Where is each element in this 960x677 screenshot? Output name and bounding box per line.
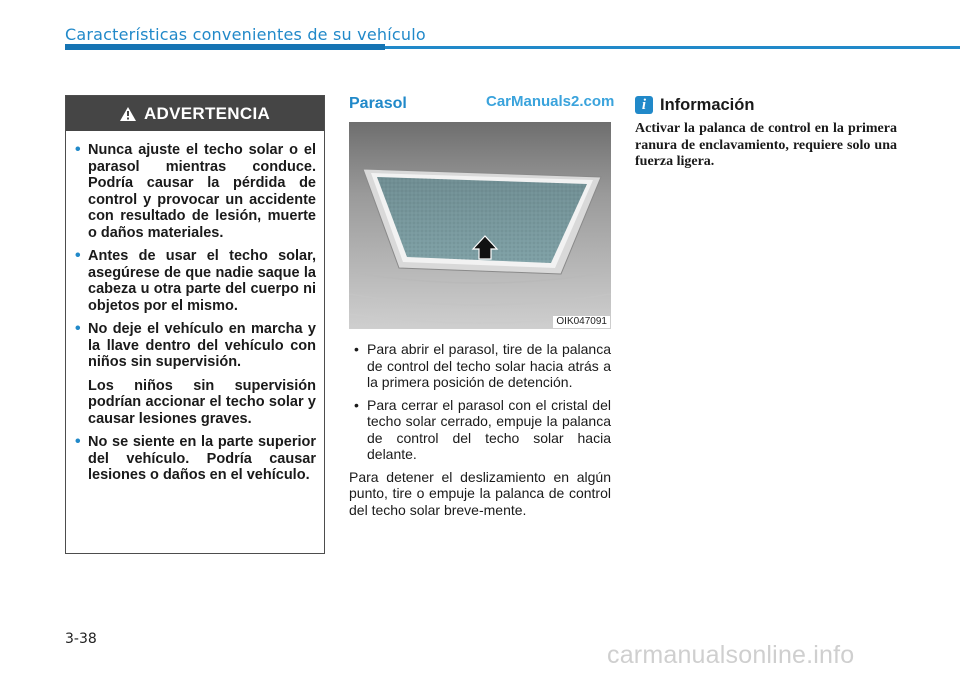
header-title: Características convenientes de su vehículo [65, 25, 426, 44]
warning-heading: ADVERTENCIA [143, 103, 271, 123]
info-icon: i [635, 96, 653, 114]
bullet-dot-icon: • [75, 320, 81, 337]
warning-item: • No deje el vehículo en marcha y la llave dentro del vehículo con niños sin supervisión. [75, 320, 316, 370]
figure-code: OIK047091 [553, 316, 610, 328]
sunshade-photo [349, 122, 611, 329]
bullet-dot-icon: • [75, 433, 81, 450]
section-body [349, 341, 611, 518]
warning-item: • Antes de usar el techo solar, asegúrese de que nadie saque la cabeza u otra parte del cuerpo ni objetos por el mismo. [75, 247, 316, 314]
warning-box [65, 95, 325, 554]
section-paragraph: Para detener el deslizamiento en algún punto, tire o empuje la palanca de control del techo solar breve-mente. [349, 468, 611, 518]
sunshade-illustration [349, 122, 611, 329]
bullet-dot-icon: • [75, 247, 81, 264]
info-text: Activar la palanca de control en la primera ranura de enclavamiento, requiere solo una fuerza ligera. [635, 121, 897, 169]
page-number: 3-38 [65, 631, 97, 647]
info-title: Información [660, 96, 755, 114]
watermark-top: CarManuals2.com [486, 93, 615, 110]
list-item: • Para cerrar el parasol con el cristal del techo solar cerrado, empuje la palanca de control del techo solar hacia delante. [354, 396, 611, 462]
bullet-dot-icon: • [354, 341, 359, 357]
warning-subtext: Los niños sin supervisión podrían accionar el techo solar y causar lesiones graves. [88, 377, 316, 427]
section-title: Parasol [349, 95, 407, 112]
list-item: • Para abrir el parasol, tire de la palanca de control del techo solar hacia atrás a la primera posición de detención. [354, 341, 611, 390]
watermark-bottom: carmanualsonline.info [607, 641, 855, 669]
warning-triangle-icon [120, 107, 136, 121]
warning-item: • Nunca ajuste el techo solar o el parasol mientras conduce. Podría causar la pérdida de control y provocar un accidente con resultado de lesión, muerte o daños materiales. [75, 141, 316, 241]
bullet-dot-icon: • [75, 141, 81, 158]
bullet-dot-icon: • [354, 396, 359, 413]
warning-item: • No se siente en la parte superior del vehículo. Podría causar lesiones o daños en el vehículo. [75, 433, 316, 483]
warning-header [66, 96, 324, 131]
header-rule-accent [65, 44, 385, 50]
